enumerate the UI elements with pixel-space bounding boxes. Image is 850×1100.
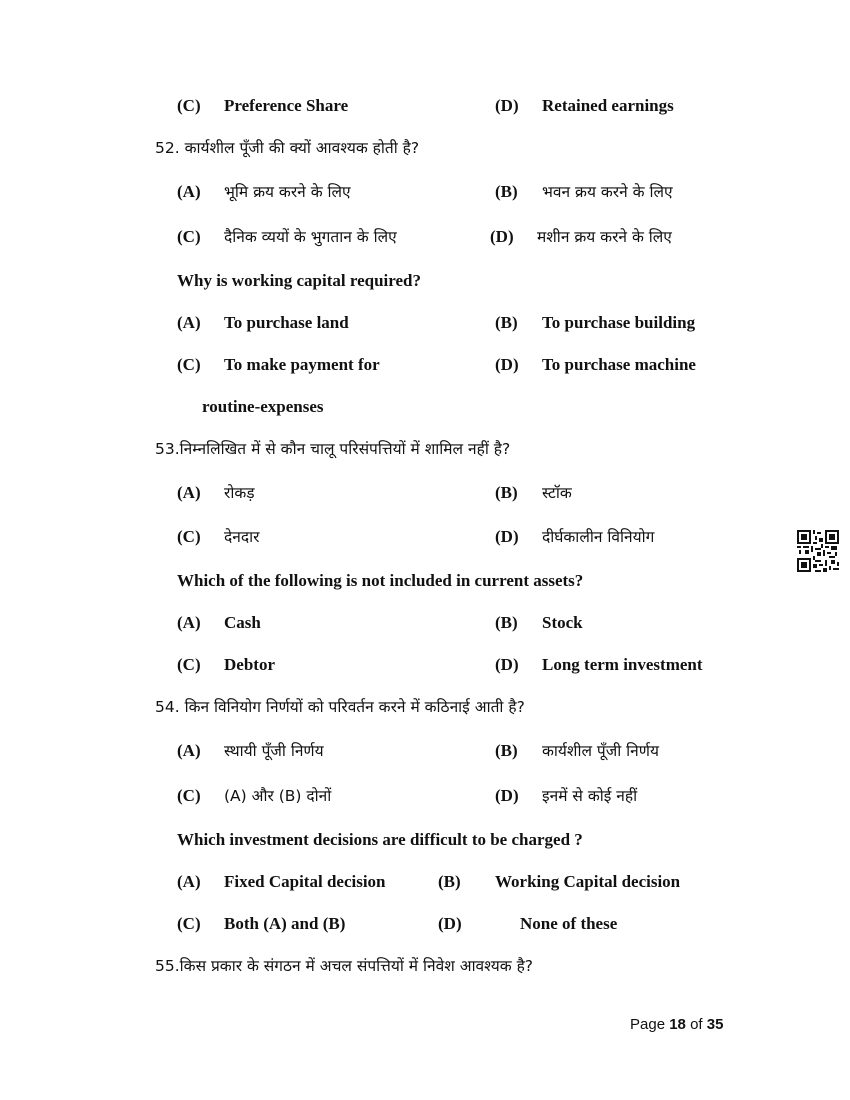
q52-english-c-continuation: routine-expenses	[202, 397, 324, 416]
q52-english-c-label: (C)	[177, 355, 201, 374]
q53-english-d-label: (D)	[495, 655, 519, 674]
page-word: Page	[630, 1016, 666, 1033]
q54-hindi-c-text: (A) और (B) दोनों	[224, 787, 332, 805]
q54-hindi-b-label: (B)	[495, 741, 518, 760]
q53-english-c-text: Debtor	[224, 655, 275, 674]
q52-english-b-text: To purchase building	[542, 313, 696, 332]
q53-hindi-d-text: दीर्घकालीन विनियोग	[542, 528, 655, 546]
q53-hindi-b-text: स्टॉक	[542, 484, 572, 502]
q54-english-a-label: (A)	[177, 872, 201, 891]
page-of-word: of	[690, 1016, 703, 1033]
q54-hindi-question: 54. किन विनियोग निर्णयों को परिवर्तन करने में कठिनाई आती है?	[155, 698, 525, 716]
q52-hindi-a-text: भूमि क्रय करने के लिए	[224, 183, 351, 201]
q51-option-d-text: Retained earnings	[542, 96, 674, 115]
q53-english-c-label: (C)	[177, 655, 201, 674]
q52-english-a-text: To purchase land	[224, 313, 349, 332]
q52-english-question: Why is working capital required?	[177, 271, 422, 290]
page-total: 35	[706, 1016, 724, 1033]
page-number	[630, 1016, 723, 1033]
q54-english-c-label: (C)	[177, 914, 201, 933]
q53-hindi-c-text: देनदार	[224, 528, 260, 546]
q55-hindi-question: 55.किस प्रकार के संगठन में अचल संपत्तियों में निवेश आवश्यक है?	[155, 957, 534, 975]
q53-hindi-a-label: (A)	[177, 483, 201, 502]
q54-english-c-text: Both (A) and (B)	[224, 914, 346, 933]
q54-english-d-text: None of these	[520, 914, 618, 933]
q52-hindi-c-label: (C)	[177, 227, 201, 246]
q54-english-b-text: Working Capital decision	[495, 872, 681, 891]
q54-english-a-text: Fixed Capital decision	[224, 872, 386, 891]
q52-hindi-c-text: दैनिक व्ययों के भुगतान के लिए	[224, 228, 397, 246]
q53-english-a-label: (A)	[177, 613, 201, 632]
q52-hindi-a-label: (A)	[177, 182, 201, 201]
q52-english-b-label: (B)	[495, 313, 518, 332]
q52-english-d-label: (D)	[495, 355, 519, 374]
q52-english-a-label: (A)	[177, 313, 201, 332]
q51-option-d-label: (D)	[495, 96, 519, 115]
q53-hindi-question: 53.निम्नलिखित में से कौन चालू परिसंपत्तियों में शामिल नहीं है?	[155, 440, 511, 458]
q54-english-b-label: (B)	[438, 872, 461, 891]
q54-hindi-d-text: इनमें से कोई नहीं	[542, 787, 638, 805]
q53-hindi-c-label: (C)	[177, 527, 201, 546]
q52-hindi-d-label: (D)	[490, 227, 514, 246]
q53-hindi-a-text: रोकड़	[224, 484, 255, 502]
q53-english-d-text: Long term investment	[542, 655, 703, 674]
q54-hindi-c-label: (C)	[177, 786, 201, 805]
q51-option-c-text: Preference Share	[224, 96, 349, 115]
q52-english-c-text: To make payment for	[224, 355, 380, 374]
q53-english-b-label: (B)	[495, 613, 518, 632]
q51-option-c-label: (C)	[177, 96, 201, 115]
page-current: 18	[669, 1016, 686, 1033]
q53-english-a-text: Cash	[224, 613, 261, 632]
q52-hindi-question: 52. कार्यशील पूँजी की क्यों आवश्यक होती है?	[155, 139, 420, 157]
q52-hindi-d-text: मशीन क्रय करने के लिए	[537, 228, 672, 246]
q53-hindi-b-label: (B)	[495, 483, 518, 502]
q54-hindi-a-text: स्थायी पूँजी निर्णय	[224, 742, 324, 760]
q54-hindi-b-text: कार्यशील पूँजी निर्णय	[542, 742, 659, 760]
q53-hindi-d-label: (D)	[495, 527, 519, 546]
q54-english-d-label: (D)	[438, 914, 462, 933]
q54-hindi-a-label: (A)	[177, 741, 201, 760]
q52-hindi-b-label: (B)	[495, 182, 518, 201]
qr-code-icon	[797, 530, 839, 572]
q54-hindi-d-label: (D)	[495, 786, 519, 805]
q52-hindi-b-text: भवन क्रय करने के लिए	[542, 183, 673, 201]
q53-english-question: Which of the following is not included in current assets?	[177, 571, 584, 590]
q53-english-b-text: Stock	[542, 613, 583, 632]
q54-english-question: Which investment decisions are difficult to be charged ?	[177, 830, 583, 849]
q52-english-d-text: To purchase machine	[542, 355, 696, 374]
